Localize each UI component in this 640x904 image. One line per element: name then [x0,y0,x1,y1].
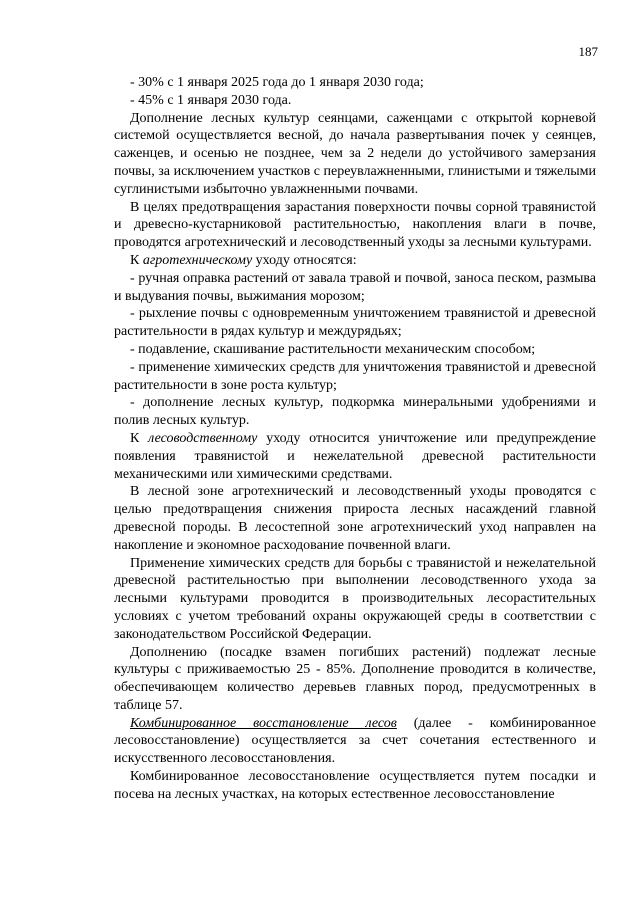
text-run: К [130,252,143,268]
emphasis-text: лесоводственному [148,430,258,446]
text-run: уходу относится уничтожение или предупреждение появления травянистой и нежелательной древесной растительности механическими или химическими средствами. [114,430,597,482]
text-run: В целях предотвращения зарастания поверхности почвы сорной травянистой и древесно-кустарниковой растительностью, накопления влаги в почве, проводятся агротехнический и лесоводственный уходы за лесными культурами. [114,199,596,251]
paragraph [114,110,596,199]
text-run: - 30% с 1 января 2025 года до 1 января 2030 года; [130,75,424,90]
paragraph [114,430,596,483]
text-run: - дополнение лесных культур, подкормка минеральными удобрениями и полив лесных культур. [114,395,596,429]
emphasis-text: Комбинированное восстановление лесов [130,715,397,731]
text-run: В лесной зоне агротехнический и лесоводственный уходы проводятся с целью предотвращения снижения прироста лесных насаждений главной древесной породы. В лесостепной зоне агротехнический уход направлен на накопление и экономное расходование почвенной влаги. [114,484,596,553]
text-run: Дополнение лесных культур сеянцами, саженцами с открытой корневой системой осуществляется весной, до начала развертывания почек у сеянцев, саженцев, и осенью не позднее, чем за 2 недели до устойчивого замерзания почвы, за исключением участков с переувлажненными, глинистыми и тяжелыми суглинистыми избыточно увлажненными почвами. [114,110,596,197]
emphasis-text: агротехническому [142,252,253,268]
text-run: Дополнению (посадке взамен погибших растений) подлежат лесные культуры с приживаемостью 25 - 85%. Дополнение проводится в количестве, обеспечивающем количество деревьев главных пород, предусмотренных в таблице 57. [114,644,596,713]
paragraph [114,92,596,110]
text-run: - применение химических средств для уничтожения травянистой и древесной растительности в зоне роста культур; [114,359,596,393]
text-run: - ручная оправка растений от завала травой и почвой, заноса песком, размыва и выдувания почвы, выжимания морозом; [114,270,596,304]
paragraph [114,394,596,430]
paragraph [114,644,596,715]
paragraph [114,715,596,768]
text-run: - подавление, скашивание растительности механическим способом; [130,341,536,357]
paragraph [114,768,596,804]
paragraph [114,252,596,270]
paragraph [114,341,596,359]
paragraph [114,74,596,92]
paragraph [114,270,596,306]
paragraph [114,305,596,341]
text-run: (далее - комбинированное лесовосстановление) осуществляется за счет сочетания естественного и искусственного лесовосстановления. [114,715,596,767]
text-run: уходу относятся: [252,252,357,268]
document-body [114,74,596,804]
text-run: Применение химических средств для борьбы с травянистой и нежелательной древесной растительностью при выполнении лесоводственного ухода за лесными культурами проводится в производительных лесорастительных условиях с учетом требований охраны окружающей среды в соответствии с законодательством Российской Федерации. [114,555,596,642]
text-run: К [130,430,149,446]
text-run: Комбинированное лесовосстановление осуществляется путем посадки и посева на лесных участках, на которых естественное лесовосстановление [114,769,596,802]
text-run: - 45% с 1 января 2030 года. [130,92,292,108]
paragraph [114,555,596,644]
paragraph [114,199,596,252]
paragraph [114,359,596,395]
page-number: 187 [578,44,598,59]
text-run: - рыхление почвы с одновременным уничтожением травянистой и древесной растительности в рядах культур и междурядьях; [114,306,596,340]
paragraph [114,483,596,554]
